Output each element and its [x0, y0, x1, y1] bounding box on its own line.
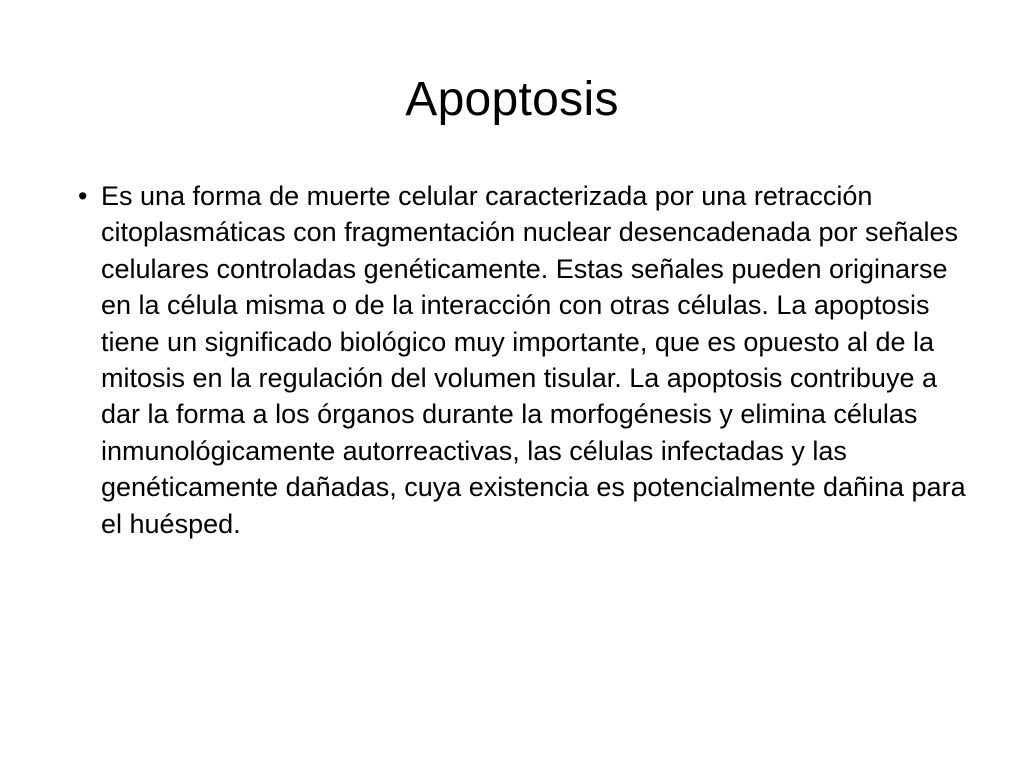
slide-title: Apoptosis — [405, 73, 619, 126]
bullet-list — [78, 178, 978, 542]
bullet-marker: • — [78, 181, 88, 211]
bullet-text: Es una forma de muerte celular caracterizada por una retracción citoplasmáticas con fragmentación nuclear desencadenada por señales celulares controladas genéticamente. Estas señales pueden originarse en la célula misma o de la interacción con otras células. La apoptosis tiene un significado biológico muy importante, que es opuesto al de la mitosis en la regulación del volumen tisular. La apoptosis contribuye a dar la forma a los órganos durante la morfogénesis y elimina células inmunológicamente autorreactivas, las células infectadas y las genéticamente dañadas, cuya existencia es potencialmente dañina para el huésped. — [101, 181, 966, 539]
bullet-item — [78, 178, 978, 542]
